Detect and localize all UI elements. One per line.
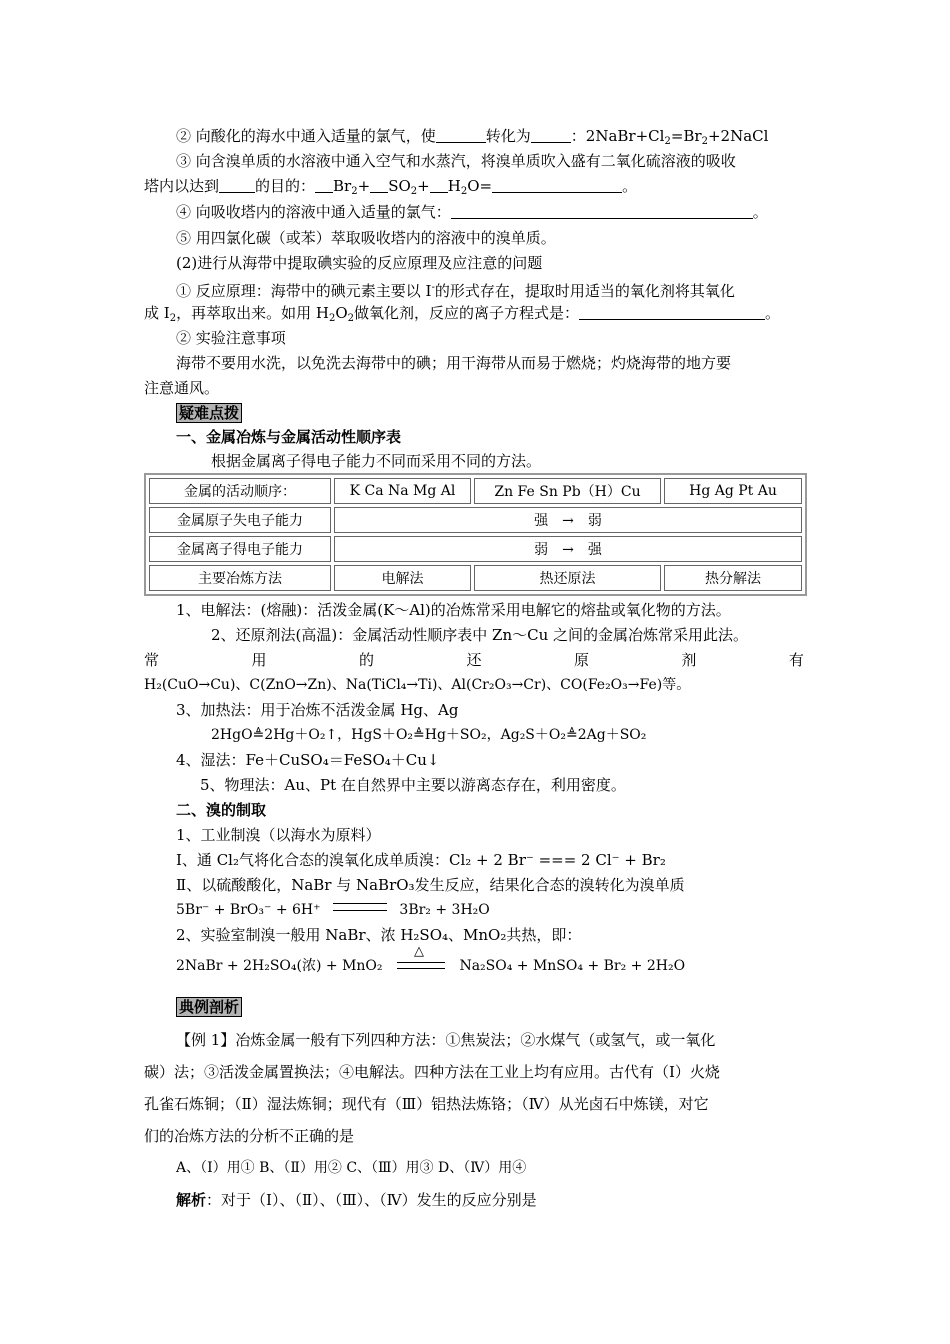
text-line: 成 $I_2$，再萃取出来。如用 $H_2O_2$做氧化剂，反应的离子方程式是： 。 — [144, 304, 781, 324]
text-line: H₂(CuO→Cu)、C(ZnO→Zn)、Na(TiCl₄→Ti)、Al(Cr₂O₃→Cr)、CO(Fe₂O₃→Fe)等。 — [144, 677, 691, 693]
section-label — [176, 997, 242, 1017]
table-row — [149, 478, 802, 504]
text-line: 孔雀石炼铜；（Ⅱ）湿法炼铜；现代有（Ⅲ）铝热法炼铬；（Ⅳ）从光卤石中炼镁，对它 — [144, 1095, 709, 1113]
text-line: ② 实验注意事项 — [176, 329, 286, 347]
text-line: 根据金属离子得电子能力不同而采用不同的方法。 — [211, 452, 542, 470]
difficulty-label: 疑难点拨 — [176, 403, 242, 423]
text-line: (2)进行从海带中提取碘实验的反应原理及应注意的问题 — [176, 254, 543, 272]
text-line: 常 用 的 还 原 剂 有 — [144, 651, 804, 669]
section-label — [176, 403, 242, 423]
heading: 二、溴的制取 — [176, 801, 267, 819]
equation: 5Br⁻ + BrO₃⁻ + 6H⁺ 3Br₂ + 3H₂O — [176, 902, 490, 918]
text-line: Ⅱ、以硫酸酸化，NaBr 与 NaBrO₃发生反应，结果化合态的溴转化为溴单质 — [176, 876, 685, 894]
heat-equals-sign — [397, 944, 445, 972]
text-line: 【例 1】冶炼金属一般有下列四种方法：①焦炭法；②水煤气（或氢气，或一氧化 — [176, 1031, 716, 1049]
text-line: 解析：对于（Ⅰ）、（Ⅱ）、（Ⅲ）、（Ⅳ）发生的反应分别是 — [176, 1191, 537, 1209]
table-cell: 弱 → 强 — [334, 536, 802, 562]
table-cell: 金属原子失电子能力 — [149, 507, 331, 533]
equation: 2HgO≜2Hg＋O₂↑，HgS＋O₂≜Hg＋SO₂，Ag₂S＋O₂≜2Ag＋SO₂ — [211, 727, 647, 743]
arrow-right-icon: → — [562, 513, 574, 529]
table-cell: 主要冶炼方法 — [149, 565, 331, 591]
text-line: 海带不要用水洗，以免洗去海带中的碘；用干海带从而易于燃烧；灼烧海带的地方要 — [176, 354, 732, 372]
text-line: ① 反应原理：海带中的碘元素主要以 I-的形式存在，提取时用适当的氧化剂将其氧化 — [176, 282, 735, 300]
table-row — [149, 507, 802, 533]
table-row — [149, 565, 802, 591]
table-row — [149, 536, 802, 562]
metal-activity-table — [144, 473, 807, 596]
text-line: ③ 向含溴单质的水溶液中通入空气和水蒸汽，将溴单质吹入盛有二氧化硫溶液的吸收 — [176, 152, 736, 170]
arrow-right-icon: → — [562, 542, 574, 558]
text-line: 2、实验室制溴一般用 NaBr、浓 H₂SO₄、MnO₂共热，即： — [176, 926, 582, 944]
text-line: 们的冶炼方法的分析不正确的是 — [144, 1127, 355, 1145]
example-label: 典例剖析 — [176, 997, 242, 1017]
answer-options: A、（Ⅰ）用① B、（Ⅱ）用② C、（Ⅲ）用③ D、（Ⅳ）用④ — [176, 1160, 527, 1176]
table-cell: K Ca Na Mg Al — [334, 478, 471, 504]
text-line: ④ 向吸收塔内的溶液中通入适量的氯气： 。 — [176, 203, 768, 221]
table-cell: 金属的活动顺序： — [149, 478, 331, 504]
heading: 一、金属冶炼与金属活动性顺序表 — [176, 428, 402, 446]
text-line: 1、工业制溴（以海水为原料） — [176, 826, 381, 844]
table-cell: 金属离子得电子能力 — [149, 536, 331, 562]
table-cell: Zn Fe Sn Pb（H）Cu — [474, 478, 661, 504]
text-line: 注意通风。 — [144, 379, 220, 397]
table-cell: Hg Ag Pt Au — [664, 478, 802, 504]
table-cell: 热分解法 — [664, 565, 802, 591]
delta-icon: △ — [413, 944, 424, 959]
text-line: Ⅰ、通 Cl₂气将化合态的溴氧化成单质溴：Cl₂ + 2 Br⁻ === 2 Cl⁻ + Br₂ — [176, 851, 666, 869]
table-cell: 热还原法 — [474, 565, 661, 591]
table-cell: 强 → 弱 — [334, 507, 802, 533]
text-line: ② 向酸化的海水中通入适量的氯气，使 转化为 ：$2NaBr+Cl_2=Br_2+2NaCl$ — [176, 127, 769, 147]
equation: 2NaBr + 2H₂SO₄(浓) + MnO₂ △ Na₂SO₄ + MnSO₄ + Br₂ + 2H₂O — [176, 944, 686, 974]
equals-sign — [333, 903, 387, 911]
text-line: 2、还原剂法(高温)：金属活动性顺序表中 Zn～Cu 之间的金属冶炼常采用此法。 — [211, 626, 749, 644]
text-line: 4、湿法：Fe＋CuSO₄＝FeSO₄＋Cu↓ — [176, 751, 440, 769]
text-line: ⑤ 用四氯化碳（或苯）萃取吸收塔内的溶液中的溴单质。 — [176, 229, 556, 247]
table-cell: 电解法 — [334, 565, 471, 591]
text-line: 5、物理法：Au、Pt 在自然界中主要以游离态存在，利用密度。 — [200, 776, 626, 794]
text-line: 1、电解法：(熔融)：活泼金属(K～Al)的冶炼常采用电解它的熔盐或氧化物的方法。 — [176, 601, 731, 619]
text-line: 碳）法；③活泼金属置换法；④电解法。四种方法在工业上均有应用。古代有（Ⅰ）火烧 — [144, 1063, 720, 1081]
text-line: 塔内以达到 的目的： $Br_2+ SO_2+ H_2O=$ 。 — [144, 177, 638, 197]
text-line: 3、加热法：用于冶炼不活泼金属 Hg、Ag — [176, 701, 459, 719]
